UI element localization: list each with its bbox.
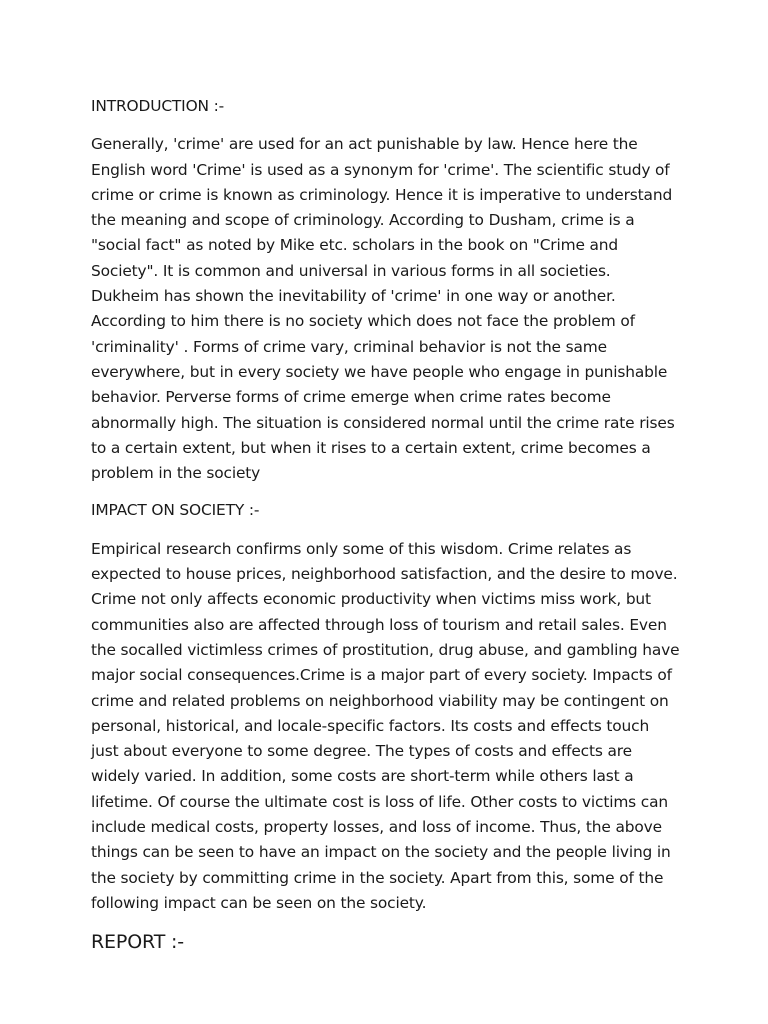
introduction-heading: INTRODUCTION :- (91, 97, 225, 115)
impact-paragraph: Empirical research confirms only some of this wisdom. Crime relates as expected to house prices, neighborhood satisfaction, and the desire to move. Crime not only affects economic productivity when victims miss work, but communities also are affected through loss of tourism and retail sales. Even the socalled victimless crimes of prostitution, drug abuse, and gambling have major social consequences.Crime is a major part of every society. Impacts of crime and related problems on neighborhood viability may be contingent on personal, historical, and locale-specific factors. Its costs and effects touch just about everyone to some degree. The types of costs and effects are widely varied. In addition, some costs are short-term while others last a lifetime. Of course the ultimate cost is loss of life. Other costs to victims can include medical costs, property losses, and loss of income. Thus, the above things can be seen to have an impact on the society and the people living in the society by committing crime in the society. Apart from this, some of the following impact can be seen on the society. (91, 539, 680, 912)
report-heading: REPORT :- (91, 931, 184, 954)
introduction-paragraph: Generally, 'crime' are used for an act punishable by law. Hence here the English word 'Crime' is used as a synonym for 'crime'. The scientific study of crime or crime is known as criminology. Hence it is imperative to understand the meaning and scope of criminology. According to Dusham, crime is a "social fact" as noted by Mike etc. scholars in the book on "Crime and Society". It is common and universal in various forms in all societies. Dukheim has shown the inevitability of 'crime' in one way or another. According to him there is no society which does not face the problem of 'criminality' . Forms of crime vary, criminal behavior is not the same everywhere, but in every society we have people who engage in punishable behavior. Perverse forms of crime emerge when crime rates become abnormally high. The situation is considered normal until the crime rate rises to a certain extent, but when it rises to a certain extent, crime becomes a problem in the society (91, 135, 675, 483)
document-body (91, 94, 681, 955)
impact-heading: IMPACT ON SOCIETY :- (91, 501, 260, 520)
